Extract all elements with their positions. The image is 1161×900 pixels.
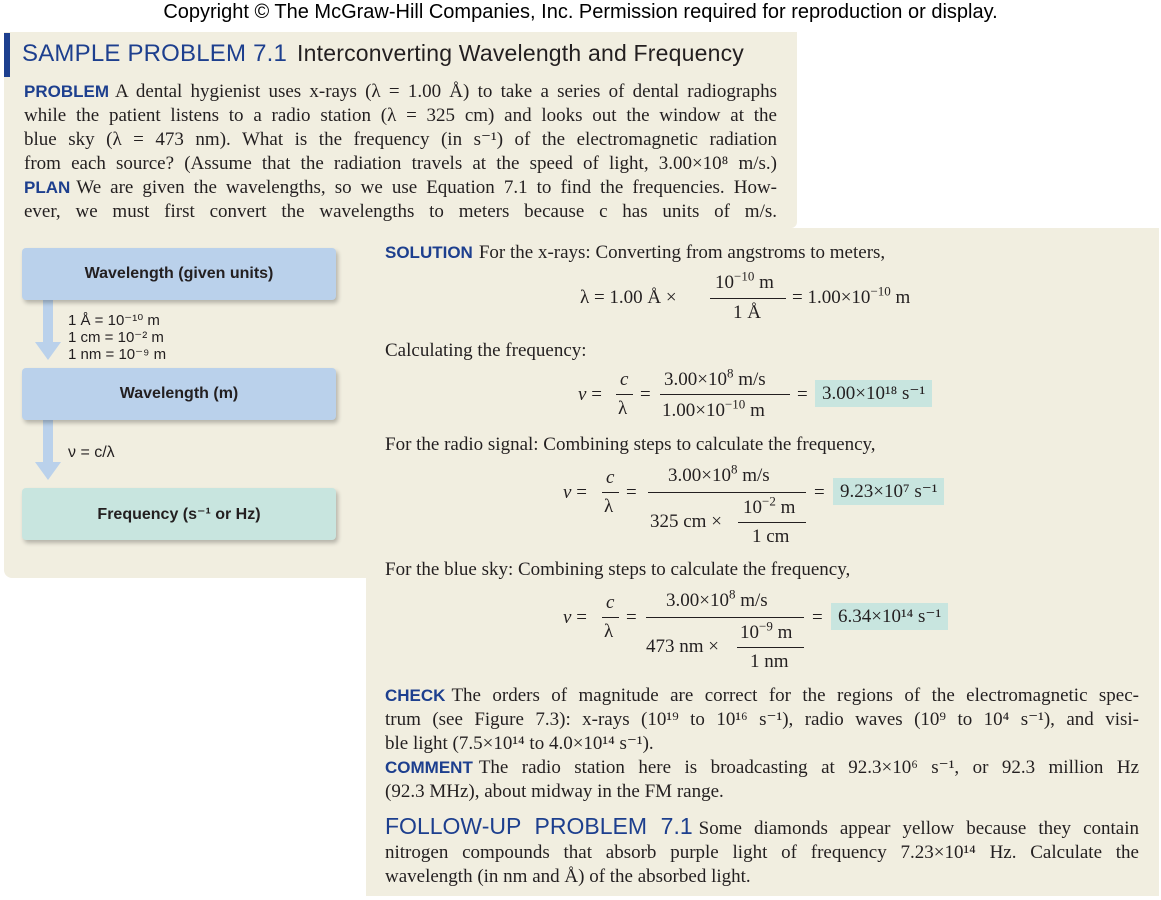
eq4-c: c: [606, 592, 615, 613]
down-arrow-1: [34, 296, 62, 362]
followup-label: FOLLOW-UP PROBLEM 7.1: [385, 813, 693, 839]
eq2-c: c: [620, 369, 629, 390]
followup-section: [385, 814, 1139, 889]
eq2-lambda: λ: [618, 398, 628, 419]
wavelength-given-units-box: Wavelength (given units): [22, 248, 336, 300]
eq4-num: $3.00\times 10^8$ m/s: [666, 586, 768, 611]
eq4-den-den: 1 nm: [750, 651, 789, 672]
eq4-eq: =: [626, 607, 637, 628]
check-line-2: trum (see Figure 7.3): x-rays (10¹⁹ to 10¹⁶ s⁻¹), radio waves (10⁹ to 10⁴ s⁻¹), and visi-: [385, 709, 1139, 730]
eq3-c: c: [606, 467, 615, 488]
eq1-num: $10^{-10}$ m: [715, 268, 774, 293]
title-accent-bar: [4, 33, 10, 77]
problem-label: PROBLEM: [24, 82, 109, 101]
eq4-den-left: 473 nm ×: [646, 636, 719, 657]
xray-answer: 3.00×10¹⁸ s⁻¹: [815, 380, 932, 407]
eq3-eq2: =: [814, 482, 825, 503]
conversion-nm: 1 nm = 10⁻⁹ m: [68, 346, 167, 363]
problem-line-1: A dental hygienist uses x-rays (λ = 1.00 Å) to take a series of dental radiographs: [115, 81, 777, 102]
sky-intro: For the blue sky: Combining steps to calculate the frequency,: [385, 559, 851, 580]
eq3-frac1-line: [602, 492, 619, 493]
plan-label: PLAN: [24, 178, 71, 197]
eq3-den-num: $10^{-2}$ m: [743, 493, 796, 518]
frequency-box: Frequency (s⁻¹ or Hz): [22, 488, 336, 540]
problem-line-4: from each source? (Assume that the radiation travels at the speed of light, 3.00×10⁸ m/s.): [24, 153, 777, 174]
sky-answer: 6.34×10¹⁴ s⁻¹: [831, 603, 948, 630]
followup-line-1: Some diamonds appear yellow because they contain: [698, 818, 1139, 839]
eq4-nu: ν =: [563, 607, 587, 628]
conversion-cm: 1 cm = 10⁻² m: [68, 329, 164, 346]
eq3-num: $3.00\times 10^8$ m/s: [668, 461, 770, 486]
solution-intro-text: For the x-rays: Converting from angstroms to meters,: [478, 242, 886, 263]
eq3-frac2-line: [648, 492, 806, 493]
radio-intro: For the radio signal: Combining steps to calculate the frequency,: [385, 434, 876, 455]
unit-conversions: [68, 312, 166, 363]
eq4-frac2-line: [646, 617, 804, 618]
check-line-3: ble light (7.5×10¹⁴ to 4.0×10¹⁴ s⁻¹).: [385, 733, 654, 754]
comment-line-2: (92.3 MHz), about midway in the FM range.: [385, 781, 724, 802]
check-section: [385, 684, 1139, 804]
eq2-eq2: =: [797, 384, 808, 405]
eq2-frac1-line: [616, 394, 633, 395]
problem-section: [24, 80, 777, 224]
eq3-den-den: 1 cm: [752, 526, 790, 547]
eq1-rhs: = $1.00\times 10^{-10}$ m: [792, 283, 911, 308]
eq4-inner-line: [737, 647, 804, 648]
calc-frequency-label: Calculating the frequency:: [385, 340, 587, 361]
solution-label: SOLUTION: [385, 243, 473, 262]
comment-line-1: The radio station here is broadcasting at 92.3×10⁶ s⁻¹, or 92.3 million Hz: [478, 757, 1139, 778]
eq3-eq: =: [626, 482, 637, 503]
check-line-1: The orders of magnitude are correct for the regions of the electromagnetic spec-: [451, 685, 1139, 706]
sample-subtitle: Interconverting Wavelength and Frequency: [297, 40, 745, 66]
eq3-inner-line: [738, 522, 806, 523]
eq3-nu: ν =: [563, 482, 587, 503]
eq4-frac1-line: [602, 617, 619, 618]
problem-line-3: blue sky (λ = 473 nm). What is the frequency (in s⁻¹) of the electromagnetic radiation: [24, 129, 777, 150]
eq4-den-num: $10^{-9}$ m: [740, 618, 793, 643]
eq2-den: $1.00\times 10^{-10}$ m: [662, 396, 765, 421]
sample-label: SAMPLE PROBLEM 7.1: [22, 40, 288, 67]
eq1-fraction-line: [710, 298, 786, 299]
eq2-num: $3.00\times 10^8$ m/s: [664, 365, 766, 390]
eq1-lhs: λ = 1.00 Å ×: [580, 287, 677, 308]
sample-problem-title: [22, 40, 744, 68]
solution-intro: [385, 241, 885, 265]
wavelength-meters-box: Wavelength (m): [22, 368, 336, 420]
eq2-nu: ν =: [578, 384, 602, 405]
problem-line-2: while the patient listens to a radio station (λ = 325 cm) and looks out the window at the: [24, 105, 777, 126]
eq2-eq: =: [640, 384, 651, 405]
plan-line-1: We are given the wavelengths, so we use Equation 7.1 to find the frequencies. How-: [76, 177, 777, 198]
eq4-eq2: =: [812, 607, 823, 628]
eq1-den: 1 Å: [733, 302, 761, 323]
followup-line-3: wavelength (in nm and Å) of the absorbed light.: [385, 866, 751, 887]
followup-line-2: nitrogen compounds that absorb purple light of frequency 7.23×10¹⁴ Hz. Calculate the: [385, 842, 1139, 863]
conversion-angstrom: 1 Å = 10⁻¹⁰ m: [68, 312, 160, 329]
plan-line-2: ever, we must first convert the wavelengths to meters because c has units of m/s.: [24, 201, 777, 222]
eq2-frac2-line: [660, 394, 790, 395]
eq3-den-left: 325 cm ×: [650, 511, 722, 532]
eq4-lambda: λ: [604, 621, 614, 642]
copyright-notice: Copyright © The McGraw-Hill Companies, Inc. Permission required for reproduction or display.: [163, 1, 998, 23]
comment-label: COMMENT: [385, 758, 473, 777]
down-arrow-2: [34, 416, 62, 482]
check-label: CHECK: [385, 686, 446, 705]
eq3-lambda: λ: [604, 496, 614, 517]
radio-answer: 9.23×10⁷ s⁻¹: [833, 478, 944, 505]
frequency-relation: ν = c/λ: [68, 444, 115, 461]
